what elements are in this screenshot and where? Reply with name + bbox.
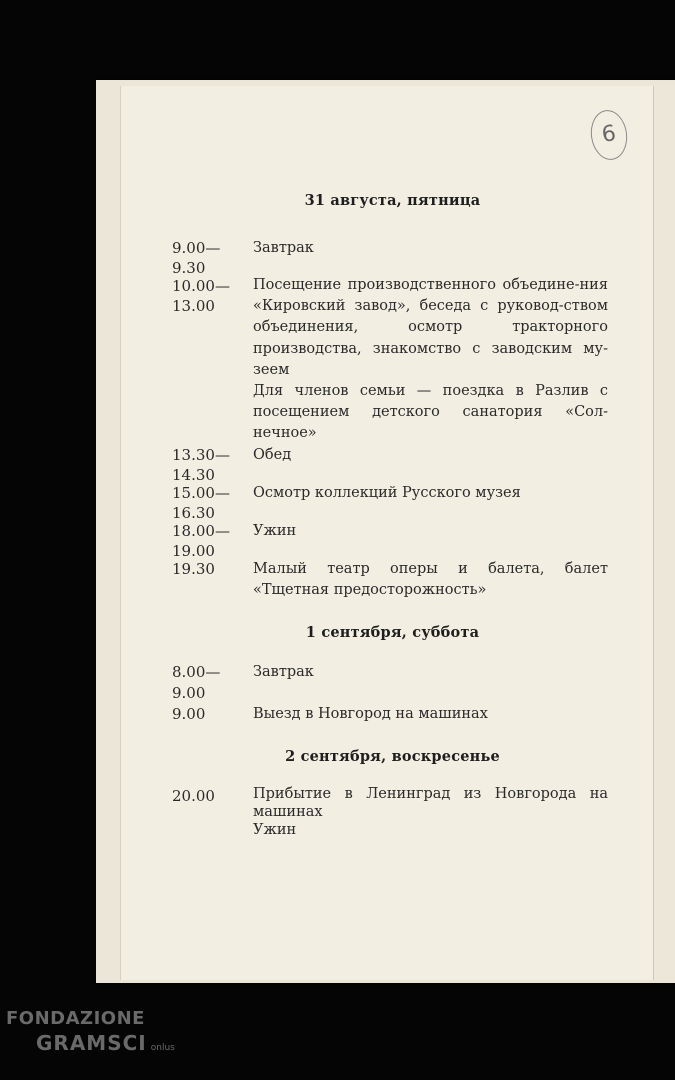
page-edge (653, 86, 675, 980)
event-time: 18.00— 19.00 (172, 522, 230, 560)
event-time: 20.00 (172, 787, 215, 805)
event-time: 15.00— 16.30 (172, 484, 230, 522)
event-time: 19.30 (172, 560, 215, 578)
event-description: Посещение производственного объедине-ния «Кировский завод», беседа с руковод-ством объединения, осмотр тракторного производства, знакомство с заводским му-зеем Для членов семьи — поездка в Разлив с посещением детского санатория «Сол-нечное» (253, 277, 608, 442)
day-heading: 1 сентября, суббота (305, 624, 480, 641)
event-description: Ужин (253, 523, 297, 539)
day-heading: 2 сентября, воскресенье (285, 748, 500, 765)
day-heading: 31 августа, пятница (304, 192, 481, 209)
logo-line1: FONDAZIONE (6, 1008, 145, 1029)
event-description: Малый театр оперы и балета, балет «Тщетная предосторожность» (253, 561, 608, 599)
event-time: 10.00— 13.00 (172, 277, 230, 315)
event-description: Завтрак (253, 664, 314, 680)
event-time: 9.00— 9.30 (172, 239, 221, 277)
logo-line2 (36, 1031, 175, 1055)
logo-sub: onlus (150, 1043, 175, 1053)
event-time: 13.30— 14.30 (172, 446, 230, 484)
event-description: Выезд в Новгород на машинах (253, 706, 488, 722)
event-description: Осмотр коллекций Русского музея (253, 485, 521, 501)
logo-line2-text: GRAMSCI (36, 1031, 147, 1055)
event-time: 9.00 (172, 705, 206, 723)
event-description: Обед (253, 447, 292, 463)
fondazione-gramsci-logo (6, 1008, 175, 1055)
event-description: Прибытие в Ленинград из Новгорода на машинах Ужин (253, 786, 608, 838)
event-description: Завтрак (253, 240, 314, 256)
page-number: 6 (588, 108, 631, 163)
event-time: 8.00— 9.00 (172, 663, 221, 702)
